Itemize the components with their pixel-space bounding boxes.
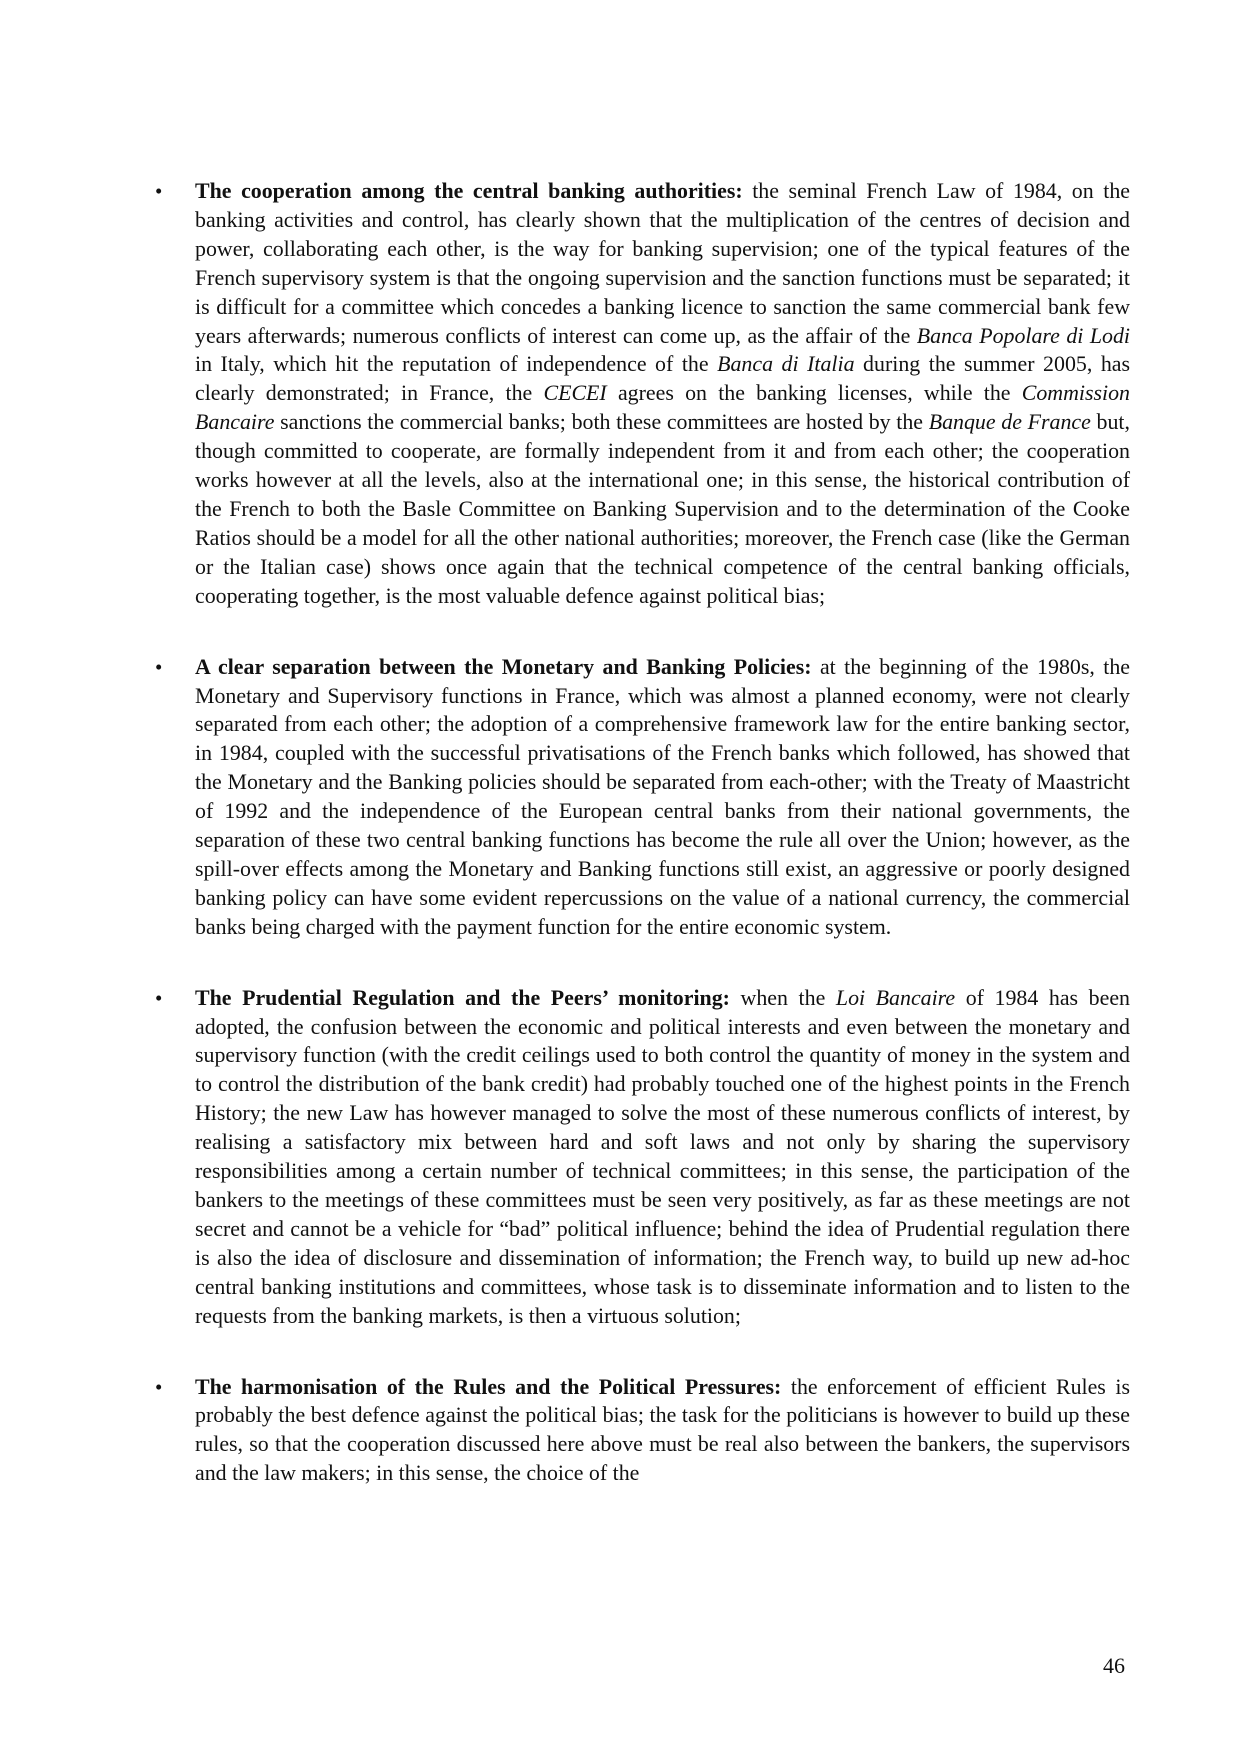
bullet-dot-icon: •	[155, 985, 163, 1010]
bullet-text: at the beginning of the 1980s, the Monetary and Supervisory functions in France, which was almost a planned economy, were not clearly separated from each other; the adoption of a comprehensive framework law for the entire banking sector, in 1984, coupled with the successful privatisations of the French banks which followed, has showed that the Monetary and the Banking policies should be separated from each-other; with the Treaty of Maastricht of 1992 and the independence of the European central banks from their national governments, the separation of these two central banking functions has become the rule all over the Union; however, as the spill-over effects among the Monetary and Banking functions still exist, an aggressive or poorly designed banking policy can have some evident repercussions on the value of a national currency, the commercial banks being charged with the payment function for the entire economic system.	[195, 653, 1130, 939]
bullet-text: the seminal French Law of 1984, on the banking activities and control, has clearly shown that the multiplication of the centres of decision and power, collaborating each other, is the way for banking supervision; one of the typical features of the French supervisory system is that the ongoing supervision and the sanction functions must be separated; it is difficult for a committee which concedes a banking licence to sanction the same commercial bank few years afterwards; numerous conflicts of interest can come up, as the affair of the	[195, 178, 1130, 348]
bullet-text: sanctions the commercial banks; both these committees are hosted by the	[274, 409, 929, 435]
bullet-dot-icon: •	[155, 179, 163, 203]
bullet-text: when the	[729, 984, 836, 1010]
italic-term: CECEI	[543, 380, 607, 406]
italic-term: Loi Bancaire	[835, 984, 956, 1010]
bullet-item	[150, 653, 1130, 942]
bullet-text: in Italy, which hit the reputation of independence of the	[195, 351, 718, 377]
bullet-lead: The cooperation among the central banking authorities:	[195, 178, 743, 203]
bullet-text: but, though committed to cooperate, are formally independent from it and from each other; the cooperation works however at all the levels, also at the international one; in this sense, the historical contribution of the French to both the Basle Committee on Banking Supervision and to the determination of the Cooke Ratios should be a model for all the other national authorities; moreover, the French case (like the German or the Italian case) shows once again that the technical competence of the central banking officials, cooperating together, is the most valuable defence against political bias;	[195, 409, 1130, 608]
bullet-text: the enforcement of efficient Rules is probably the best defence against the political bias; the task for the politicians is however to build up these rules, so that the cooperation discussed here above must be real also between the bankers, the supervisors and the law makers; in this sense, the choice of the	[195, 1373, 1130, 1486]
italic-term: Commission Bancaire	[195, 380, 1130, 435]
bullet-list	[150, 177, 1130, 1488]
bullet-item	[150, 177, 1130, 611]
bullet-lead: A clear separation between the Monetary and Banking Policies:	[195, 653, 812, 679]
italic-term: Banca di Italia	[717, 351, 855, 377]
italic-term: Banque de France	[928, 409, 1091, 435]
bullet-lead: The harmonisation of the Rules and the Political Pressures:	[195, 1373, 782, 1399]
bullet-item	[150, 1373, 1130, 1489]
bullet-item	[150, 984, 1130, 1331]
bullet-text: during the summer 2005, has clearly demonstrated; in France, the	[195, 351, 1131, 406]
bullet-dot-icon: •	[155, 1374, 163, 1399]
bullet-text: agrees on the banking licenses, while the	[606, 380, 1022, 406]
bullet-text: of 1984 has been adopted, the confusion between the economic and political interests and even between the monetary and supervisory function (with the credit ceilings used to both control the quantity of money in the system and to control the distribution of the bank credit) had probably touched one of the highest points in the French History; the new Law has however managed to solve the most of these numerous conflicts of interest, by realising a satisfactory mix between hard and soft laws and not only by sharing the supervisory responsibilities among a certain number of technical committees; in this sense, the participation of the bankers to the meetings of these committees must be seen very positively, as far as these meetings are not secret and cannot be a vehicle for “bad” political influence; behind the idea of Prudential regulation there is also the idea of disclosure and dissemination of information; the French way, to build up new ad-hoc central banking institutions and committees, whose task is to disseminate information and to listen to the requests from the banking markets, is then a virtuous solution;	[195, 984, 1130, 1328]
italic-term: Banca Popolare di Lodi	[916, 322, 1130, 348]
bullet-lead: The Prudential Regulation and the Peers’ monitoring:	[195, 984, 730, 1010]
bullet-dot-icon: •	[155, 654, 163, 679]
page-number: 46	[1103, 1653, 1125, 1678]
